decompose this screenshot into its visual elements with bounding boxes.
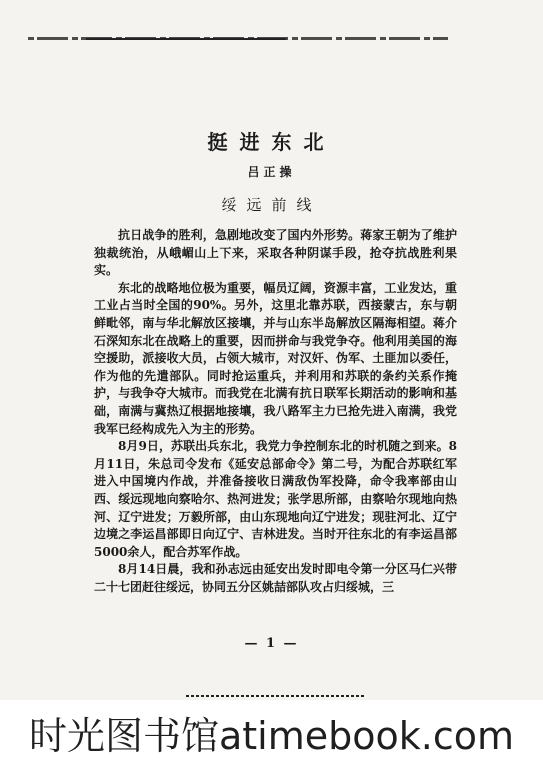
page-number: — 1 — bbox=[244, 636, 299, 651]
author-name: 吕正操 bbox=[247, 165, 296, 179]
paragraph: 8月14日晨，我和孙志远由延安出发时即电令第一分区马仁兴带二十七团赶往绥远，协同五分区姚喆部队攻占归绥城，三 bbox=[94, 562, 457, 594]
bottom-rule bbox=[186, 695, 366, 697]
body-text bbox=[94, 227, 457, 596]
watermark-text: 时光图书馆atimebook.com bbox=[28, 714, 514, 758]
paragraph: 东北的战略地位极为重要，幅员辽阔，资源丰富，工业发达，重工业占当时全国的90%。另外，这里北靠苏联，西接蒙古，东与朝鲜毗邻，南与华北解放区接壤，并与山东半岛解放区隔海相望。蒋介石深知东北在战略上的重要，因而拼命与我党争夺。他利用美国的海空援助，派接收大员，占领大城市，对汉奸、伪军、土匪加以委任，作为他的先遣部队。同时抢运重兵，并利用和苏联的条约关系作掩护，与我争夺大城市。而我党在北满有抗日联军长期活动的影响和基础，南满与冀热辽根据地接壤，我八路军主力已抢先进入南满，我党我军已经构成先入为主的形势。 bbox=[94, 280, 457, 436]
paragraph: 8月9日，苏联出兵东北，我党力争控制东北的时机随之到来。8月11日，朱总司令发布《延安总部命令》第二号，为配合苏联红军进入中国境内作战，并准备接收日满敌伪军投降，命令我率部由山西、绥远现地向察哈尔、热河进发；张学思所部，由察哈尔现地向热河、辽宁进发；万毅所部，由山东现地向辽宁进发；现驻河北、辽宁边境之李运昌部即日向辽宁、吉林进发。当时开往东北的有李运昌部5000余人，配合苏军作战。 bbox=[94, 439, 457, 559]
paragraph: 抗日战争的胜利，急剧地改变了国内外形势。蒋家王朝为了维护独裁统治，从峨嵋山上下来，采取各种阴谋手段，抢夺抗战胜利果实。 bbox=[94, 228, 457, 278]
section-heading: 绥远前线 bbox=[221, 196, 322, 214]
top-rule-segment bbox=[86, 38, 286, 40]
page-title: 挺进东北 bbox=[207, 130, 336, 154]
